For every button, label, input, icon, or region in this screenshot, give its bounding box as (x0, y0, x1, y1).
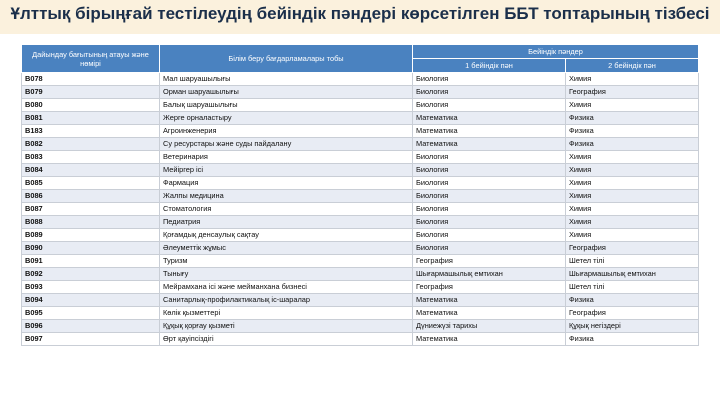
program-cell: Әлеуметтік жұмыс (160, 242, 413, 255)
program-cell: Фармация (160, 177, 413, 190)
code-cell: B081 (22, 112, 160, 125)
profile-subjects-table (21, 44, 699, 346)
subject-2-cell: Шетел тілі (566, 255, 699, 268)
subject-1-cell: Биология (413, 73, 566, 86)
table-row (22, 255, 699, 268)
table-row (22, 151, 699, 164)
table-row (22, 281, 699, 294)
subject-1-cell: Биология (413, 177, 566, 190)
subject-1-cell: Биология (413, 190, 566, 203)
program-cell: Орман шаруашылығы (160, 86, 413, 99)
code-cell: B094 (22, 294, 160, 307)
program-cell: Ветеринария (160, 151, 413, 164)
subject-1-cell: Биология (413, 203, 566, 216)
table-row (22, 164, 699, 177)
program-cell: Агроинженерия (160, 125, 413, 138)
program-cell: Стоматология (160, 203, 413, 216)
code-cell: B089 (22, 229, 160, 242)
program-cell: Мейрамхана ісі және мейманхана бизнесі (160, 281, 413, 294)
code-cell: B087 (22, 203, 160, 216)
subject-2-cell: Химия (566, 151, 699, 164)
code-cell: B091 (22, 255, 160, 268)
program-cell: Құқық қорғау қызметі (160, 320, 413, 333)
subject-1-cell: Биология (413, 164, 566, 177)
code-cell: B084 (22, 164, 160, 177)
program-cell: Тынығу (160, 268, 413, 281)
subject-1-cell: Математика (413, 294, 566, 307)
code-cell: B096 (22, 320, 160, 333)
program-cell: Қоғамдық денсаулық сақтау (160, 229, 413, 242)
program-cell: Балық шаруашылығы (160, 99, 413, 112)
table-row (22, 216, 699, 229)
code-cell: B097 (22, 333, 160, 346)
program-cell: Көлік қызметтері (160, 307, 413, 320)
header-subject-2: 2 бейіндік пән (566, 59, 699, 73)
subject-1-cell: Дүниежүзі тарихы (413, 320, 566, 333)
program-cell: Жалпы медицина (160, 190, 413, 203)
program-cell: Туризм (160, 255, 413, 268)
subject-1-cell: Математика (413, 307, 566, 320)
table-row (22, 99, 699, 112)
subject-1-cell: География (413, 255, 566, 268)
subject-2-cell: География (566, 86, 699, 99)
subject-1-cell: Математика (413, 333, 566, 346)
code-cell: B086 (22, 190, 160, 203)
subject-1-cell: Биология (413, 216, 566, 229)
subject-1-cell: География (413, 281, 566, 294)
code-cell: B079 (22, 86, 160, 99)
table-row (22, 190, 699, 203)
subject-2-cell: Химия (566, 229, 699, 242)
code-cell: B080 (22, 99, 160, 112)
table-row (22, 73, 699, 86)
subject-1-cell: Биология (413, 229, 566, 242)
program-cell: Мейіргер ісі (160, 164, 413, 177)
table-row (22, 138, 699, 151)
table-row (22, 294, 699, 307)
subject-1-cell: Математика (413, 138, 566, 151)
code-cell: B095 (22, 307, 160, 320)
program-cell: Мал шаруашылығы (160, 73, 413, 86)
table-row (22, 307, 699, 320)
subject-2-cell: Химия (566, 164, 699, 177)
table-row (22, 177, 699, 190)
code-cell: B085 (22, 177, 160, 190)
program-cell: Жерге орналастыру (160, 112, 413, 125)
table-row (22, 125, 699, 138)
subject-2-cell: Химия (566, 203, 699, 216)
table-row (22, 242, 699, 255)
subject-1-cell: Математика (413, 125, 566, 138)
code-cell: B083 (22, 151, 160, 164)
subject-1-cell: Биология (413, 99, 566, 112)
subject-2-cell: Физика (566, 333, 699, 346)
table-row (22, 112, 699, 125)
table-row (22, 229, 699, 242)
header-group: Дайындау бағытының атауы және нөмірі (22, 45, 160, 73)
header-subjects: Бейіндік пәндер (413, 45, 699, 59)
table-row (22, 86, 699, 99)
code-cell: B183 (22, 125, 160, 138)
code-cell: B088 (22, 216, 160, 229)
program-cell: Өрт қауіпсіздігі (160, 333, 413, 346)
subject-2-cell: Физика (566, 125, 699, 138)
subject-1-cell: Математика (413, 112, 566, 125)
subject-2-cell: Химия (566, 216, 699, 229)
subject-1-cell: Биология (413, 86, 566, 99)
subject-1-cell: Биология (413, 242, 566, 255)
page-title: Ұлттық бірыңғай тестілеудің бейіндік пәндері көрсетілген ББТ топтарының тізбесі (10, 4, 710, 23)
subject-2-cell: Құқық негіздері (566, 320, 699, 333)
table-row (22, 320, 699, 333)
subject-2-cell: Шығармашылық емтихан (566, 268, 699, 281)
subject-2-cell: Химия (566, 177, 699, 190)
code-cell: B082 (22, 138, 160, 151)
subject-2-cell: География (566, 307, 699, 320)
header-subject-1: 1 бейіндік пән (413, 59, 566, 73)
table-row (22, 268, 699, 281)
subject-2-cell: Физика (566, 112, 699, 125)
program-cell: Санитарлық-профилактикалық іс-шаралар (160, 294, 413, 307)
subject-1-cell: Шығармашылық емтихан (413, 268, 566, 281)
code-cell: B078 (22, 73, 160, 86)
subject-2-cell: Химия (566, 73, 699, 86)
header-program: Білім беру бағдарламалары тобы (160, 45, 413, 73)
subject-2-cell: Химия (566, 190, 699, 203)
subject-2-cell: Физика (566, 294, 699, 307)
program-cell: Педиатрия (160, 216, 413, 229)
subject-2-cell: Химия (566, 99, 699, 112)
program-cell: Су ресурстары және суды пайдалану (160, 138, 413, 151)
subject-2-cell: География (566, 242, 699, 255)
subject-2-cell: Шетел тілі (566, 281, 699, 294)
code-cell: B092 (22, 268, 160, 281)
code-cell: B093 (22, 281, 160, 294)
subject-1-cell: Биология (413, 151, 566, 164)
table-row (22, 203, 699, 216)
code-cell: B090 (22, 242, 160, 255)
subject-2-cell: Физика (566, 138, 699, 151)
table-row (22, 333, 699, 346)
